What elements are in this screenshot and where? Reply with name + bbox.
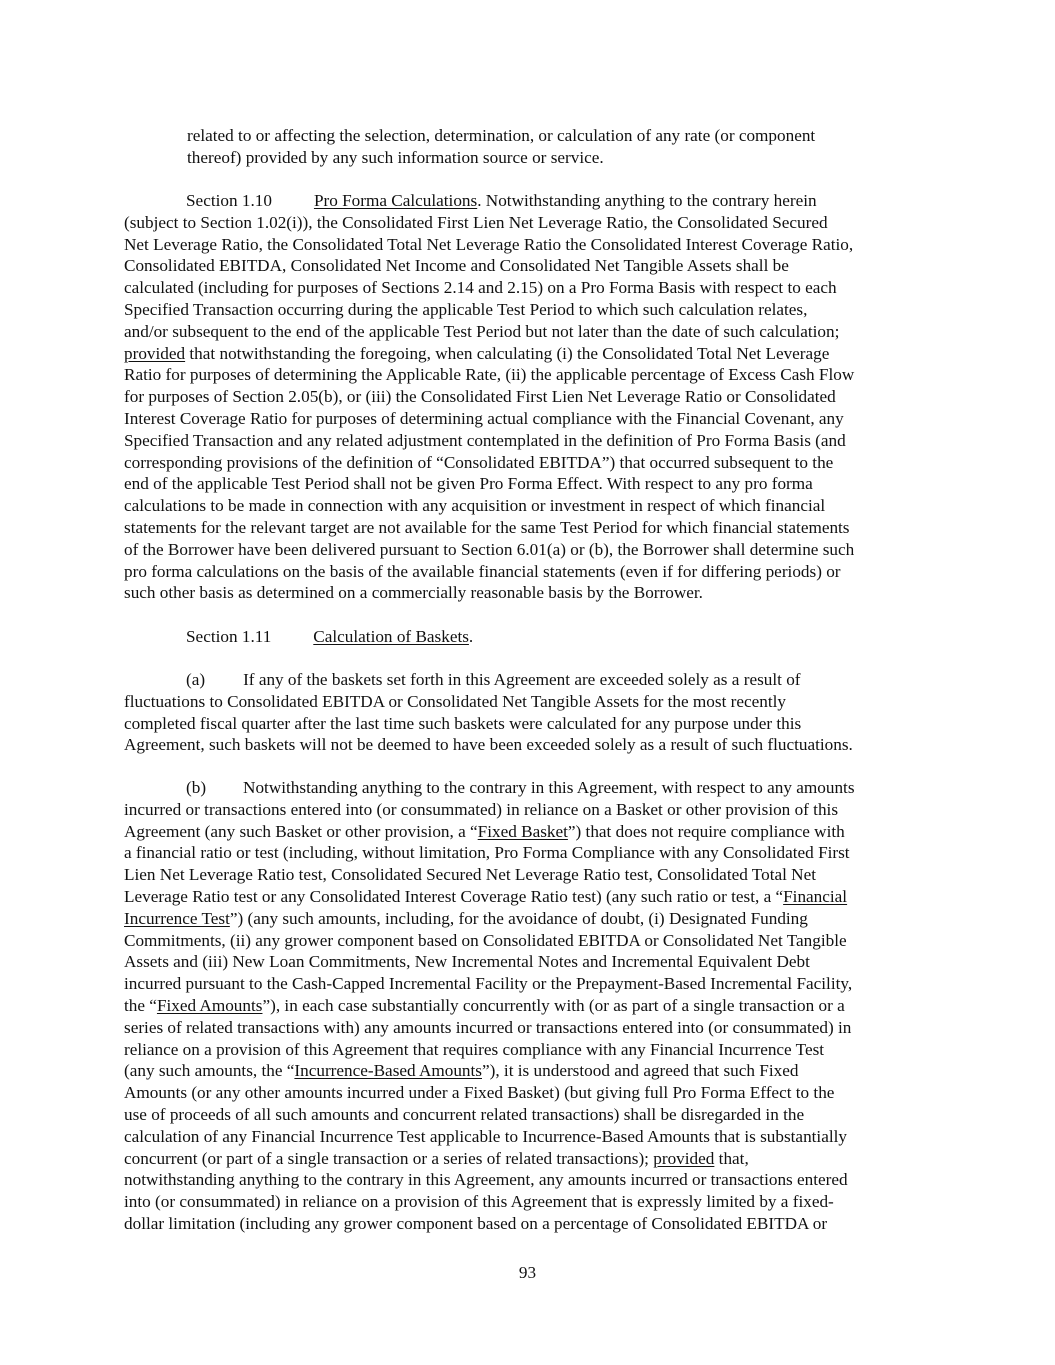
- paragraph-a: [124, 669, 936, 756]
- text-line: such other basis as determined on a commercially reasonable basis by the Borrower.: [124, 583, 703, 603]
- text-line: Specified Transaction occurring during the applicable Test Period to which such calculation relates,: [124, 299, 808, 319]
- continuation-paragraph: [187, 125, 937, 169]
- text-line: completed fiscal quarter after the last time such baskets were calculated for any purpose under this: [124, 713, 802, 733]
- text-run: .: [468, 627, 474, 646]
- text-line: a financial ratio or test (including, without limitation, Pro Forma Compliance with any Consolidated First: [124, 843, 850, 863]
- text-line: into (or consummated) in reliance on a provision of this Agreement that is expressly limited by a fixed-: [124, 1192, 834, 1212]
- text-line: the “Fixed Amounts”), in each case substantially concurrently with (or as part of a single transaction or a: [124, 995, 845, 1015]
- defined-term: Incurrence Test: [124, 908, 230, 928]
- text-line: (subject to Section 1.02(i)), the Consolidated First Lien Net Leverage Ratio, the Consolidated Secured: [124, 212, 828, 232]
- text-line: Incurrence Test”) (any such amounts, including, for the avoidance of doubt, (i) Designated Funding: [124, 908, 808, 928]
- text-line: pro forma calculations on the basis of the available financial statements (even if for differing periods) or: [124, 561, 841, 581]
- text-line: and/or subsequent to the end of the applicable Test Period but not later than the date of such calculation;: [124, 321, 840, 341]
- text-line: statements for the relevant target are not available for the same Test Period for which financial statements: [124, 517, 850, 537]
- text-line: notwithstanding anything to the contrary in this Agreement, any amounts incurred or transactions entered: [124, 1170, 848, 1190]
- defined-term: Incurrence-Based Amounts: [294, 1061, 482, 1081]
- text-line: calculations to be made in connection with any acquisition or investment in respect of which financial: [124, 496, 826, 516]
- paragraph-b: [124, 777, 936, 1235]
- provided-term: provided: [124, 343, 186, 363]
- defined-term: Fixed Basket: [477, 821, 568, 841]
- text-line: series of related transactions with) any amounts incurred or transactions entered into (or consummated) in: [124, 1017, 852, 1037]
- text-line: thereof) provided by any such information source or service.: [187, 147, 604, 167]
- text-line: Consolidated EBITDA, Consolidated Net Income and Consolidated Net Tangible Assets shall be: [124, 256, 789, 276]
- text-line: Ratio for purposes of determining the Applicable Rate, (ii) the applicable percentage of Excess Cash Flow: [124, 365, 855, 385]
- text-line: [124, 343, 936, 365]
- text-line: Net Leverage Ratio, the Consolidated Total Net Leverage Ratio the Consolidated Interest Coverage Ratio,: [124, 234, 854, 254]
- paragraph-label: (a): [186, 670, 206, 689]
- text-line: calculation of any Financial Incurrence Test applicable to Incurrence-Based Amounts that is substantially: [124, 1126, 847, 1146]
- paragraph-label: (b): [186, 778, 207, 797]
- provided-term: provided: [653, 1148, 715, 1168]
- page-number: 93: [518, 1263, 537, 1282]
- text-run: Notwithstanding anything to the contrary in this Agreement, with respect to any amounts: [243, 778, 855, 797]
- section-number: Section 1.11: [186, 627, 272, 646]
- text-line: Lien Net Leverage Ratio test, Consolidated Secured Net Leverage Ratio test, Consolidated Total Net: [124, 865, 816, 885]
- text-line: Commitments, (ii) any grower component based on Consolidated EBITDA or Consolidated Net Tangible: [124, 930, 847, 950]
- text-line: Interest Coverage Ratio for purposes of determining actual compliance with the Financial Covenant, any: [124, 408, 844, 428]
- text-line: Agreement, such baskets will not be deemed to have been exceeded solely as a result of such fluctuations.: [124, 735, 853, 755]
- text-line: incurred pursuant to the Cash-Capped Incremental Facility or the Prepayment-Based Incremental Facility,: [124, 974, 853, 994]
- text-run: . Notwithstanding anything to the contrary herein: [477, 191, 817, 210]
- text-line: incurred or transactions entered into (or consummated) in reliance on a Basket or other provision of this: [124, 799, 839, 819]
- text-line: reliance on a provision of this Agreement that requires compliance with any Financial Incurrence Test: [124, 1039, 825, 1059]
- text-line: dollar limitation (including any grower component based on a percentage of Consolidated EBITDA or: [124, 1213, 828, 1233]
- text-run: that notwithstanding the foregoing, when calculating (i) the Consolidated Total Net Leverage: [185, 343, 830, 363]
- text-line: use of proceeds of all such amounts and concurrent related transactions) shall be disregarded in the: [124, 1104, 805, 1124]
- section-heading: Calculation of Baskets: [313, 627, 469, 646]
- section-1-10-paragraph: [124, 190, 936, 604]
- text-line: Assets and (iii) New Loan Commitments, New Incremental Notes and Incremental Equivalent Debt: [124, 952, 810, 972]
- text-line: Agreement (any such Basket or other provision, a “Fixed Basket”) that does not require compliance with: [124, 821, 845, 841]
- text-line: calculated (including for purposes of Sections 2.14 and 2.15) on a Pro Forma Basis with respect to each: [124, 278, 837, 298]
- text-line: for purposes of Section 2.05(b), or (iii) the Consolidated First Lien Net Leverage Ratio or Consolidated: [124, 387, 836, 407]
- section-1-10-first-line: [124, 190, 936, 212]
- text-run: If any of the baskets set forth in this Agreement are exceeded solely as a result of: [243, 670, 801, 689]
- text-line: Specified Transaction and any related adjustment contemplated in the definition of Pro Forma Basis (and: [124, 430, 846, 450]
- text-line: concurrent (or part of a single transaction or a series of related transactions); provided that,: [124, 1148, 749, 1168]
- text-line: corresponding provisions of the definition of “Consolidated EBITDA”) that occurred subsequent to the: [124, 452, 834, 472]
- text-line: Amounts (or any other amounts incurred under a Fixed Basket) (but giving full Pro Forma Effect to the: [124, 1083, 835, 1103]
- section-number: Section 1.10: [186, 191, 272, 210]
- text-line: (any such amounts, the “Incurrence-Based Amounts”), it is understood and agreed that such Fixed: [124, 1061, 799, 1081]
- section-heading: Pro Forma Calculations: [313, 191, 478, 210]
- text-line: Leverage Ratio test or any Consolidated Interest Coverage Ratio test) (any such ratio or test, a “Financial: [124, 886, 848, 906]
- text-line: fluctuations to Consolidated EBITDA or Consolidated Net Tangible Assets for the most recently: [124, 691, 787, 711]
- defined-term: Financial: [783, 886, 848, 906]
- text-line: of the Borrower have been delivered pursuant to Section 6.01(a) or (b), the Borrower shall determine such: [124, 539, 855, 559]
- text-line: end of the applicable Test Period shall not be given Pro Forma Effect. With respect to any pro forma: [124, 474, 813, 494]
- defined-term: Fixed Amounts: [156, 995, 263, 1015]
- text-line: related to or affecting the selection, determination, or calculation of any rate (or component: [187, 126, 816, 145]
- section-1-11-heading-line: [124, 626, 936, 648]
